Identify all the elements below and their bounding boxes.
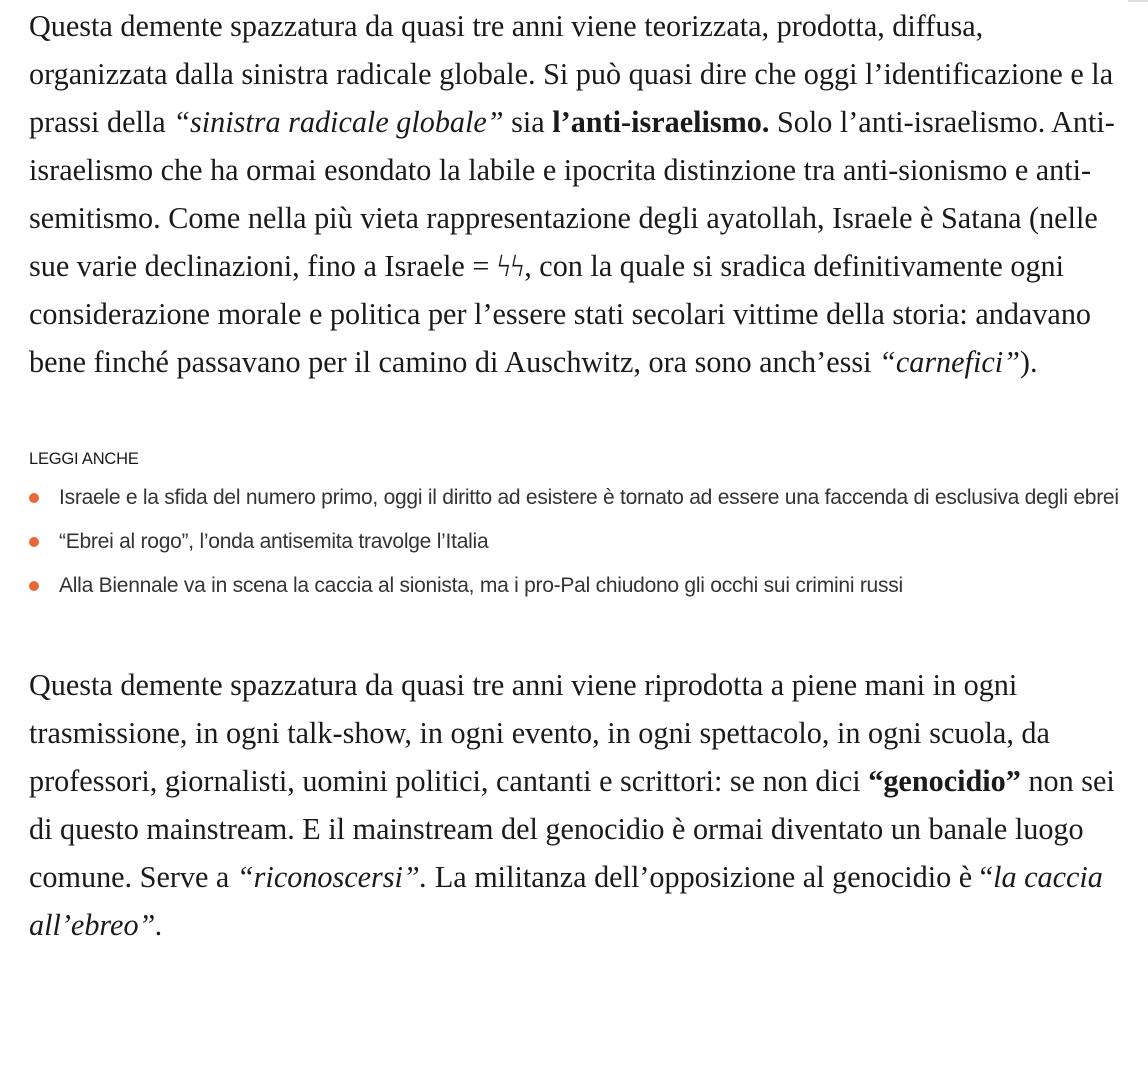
paragraph-text: Solo l’anti-israelismo. Anti-israelismo che ha ormai esondato la labile e ipocrita distinzione tra anti-sionismo e anti-semitismo. Come nella più vieta rappresentazione degli ayatollah, Israele è Satana (nelle sue varie declinazioni, fino a Israele = (29, 105, 1115, 283)
paragraph-text: sia (503, 105, 553, 139)
paragraph-text: ). (1019, 345, 1038, 379)
related-articles-title: LEGGI ANCHE (29, 450, 139, 468)
italic-quote: “carnefici” (879, 345, 1020, 379)
bullet-dot-icon (29, 537, 39, 547)
ss-symbol: ϟϟ (496, 249, 525, 283)
related-articles-box (29, 448, 1119, 601)
paragraph-text: , con la quale si sradica definitivamente ogni considerazione morale e politica per l’essere stati secolari vittime della storia: andavano bene finché passavano per il camino di Auschwitz, ora sono anch’essi (29, 249, 1092, 379)
related-article-item (29, 482, 1119, 513)
bold-emphasis: l’anti-israelismo. (552, 105, 770, 139)
related-article-item (29, 526, 1119, 557)
bold-emphasis: “genocidio” (868, 764, 1021, 798)
related-article-link-1[interactable]: Israele e la sfida del numero primo, oggi il diritto ad esistere è tornato ad essere una faccenda di esclusiva degli ebrei (59, 486, 1119, 509)
article-paragraph-1 (29, 0, 1119, 386)
article-paragraph-2 (29, 661, 1119, 949)
paragraph-text: Questa demente spazzatura da quasi tre anni viene teorizzata, prodotta, diffusa, organizzata dalla sinistra radicale globale. Si può quasi dire che oggi l’identificazione e la prassi della (29, 9, 1114, 139)
italic-quote: “riconoscersi”. (236, 860, 428, 894)
paragraph-text: Questa demente spazzatura da quasi tre anni viene riprodotta a piene mani in ogni trasmissione, in ogni talk-show, in ogni evento, in ogni spettacolo, in ogni scuola, da professori, giornalisti, uomini politici, cantanti e scrittori: se non dici (29, 668, 1050, 798)
related-article-item (29, 570, 1119, 601)
related-article-link-3[interactable]: Alla Biennale va in scena la caccia al sionista, ma i pro-Pal chiudono gli occhi sui crimini russi (59, 574, 903, 597)
related-articles-list (29, 482, 1119, 601)
bullet-dot-icon (29, 493, 39, 503)
top-divider (1128, 0, 1148, 2)
italic-quote: “sinistra radicale globale” (173, 105, 504, 139)
paragraph-text: non sei di questo mainstream. E il mainstream del genocidio è ormai diventato un banale luogo comune. Serve a (29, 764, 1115, 894)
paragraph-text: La militanza dell’opposizione al genocidio è “ (427, 860, 994, 894)
related-article-link-2[interactable]: “Ebrei al rogo”, l’onda antisemita travolge l’Italia (59, 530, 489, 553)
bullet-dot-icon (29, 581, 39, 591)
article-body (29, 0, 1119, 949)
italic-quote: la caccia all’ebreo”. (29, 860, 1103, 942)
